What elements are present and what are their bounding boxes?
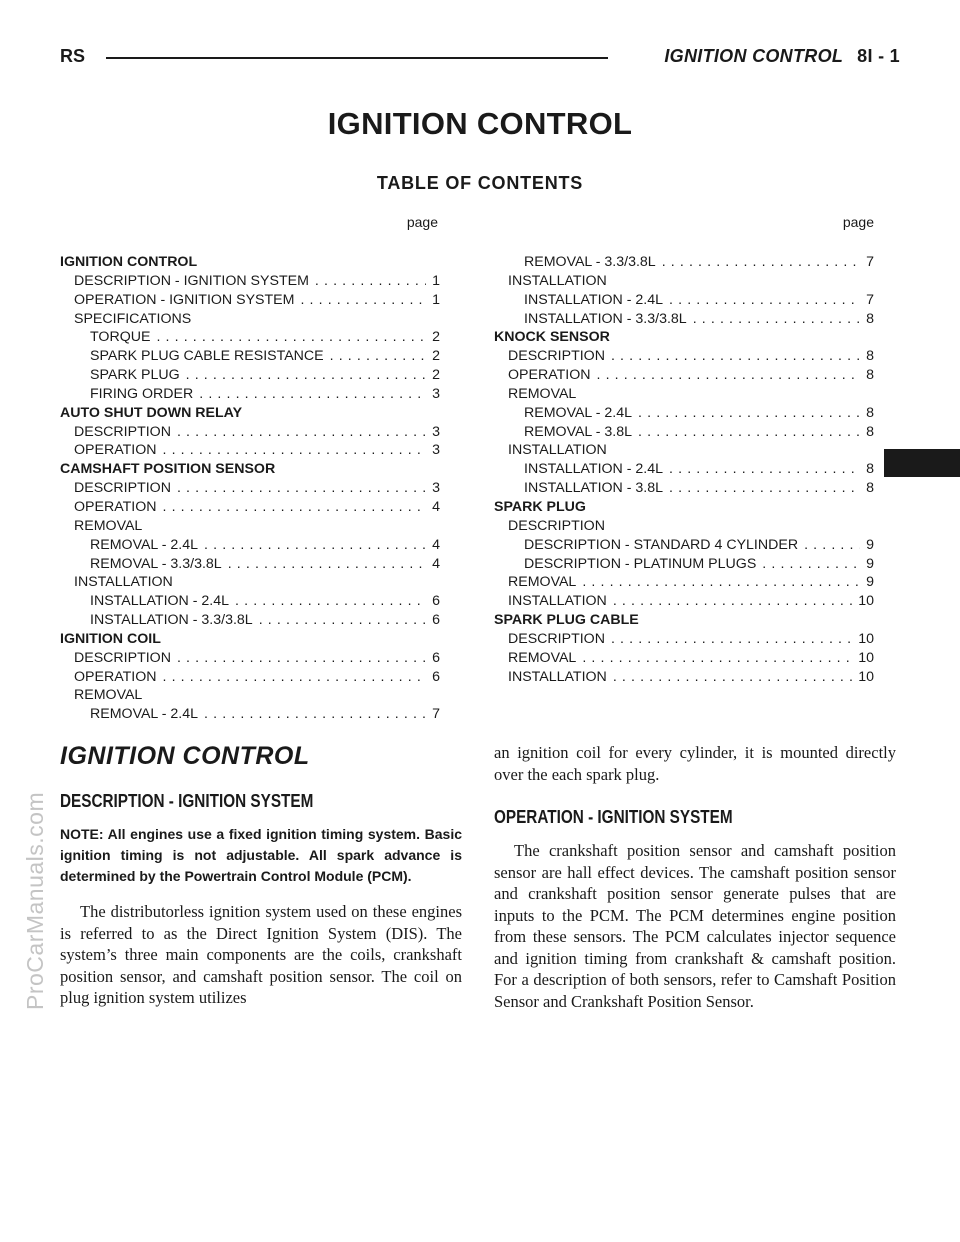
toc-entry-title: SPARK PLUG CABLE: [494, 612, 639, 629]
toc-entry[interactable]: [60, 630, 440, 649]
toc-entry-title: SPARK PLUG: [90, 367, 180, 384]
toc-entry-page: 6: [432, 668, 440, 685]
toc-entry-title: DESCRIPTION: [74, 649, 171, 666]
toc-entry[interactable]: [494, 536, 874, 555]
toc-dot-leader: [693, 310, 860, 329]
toc-entry-page: 2: [432, 367, 440, 384]
toc-entry-title: SPECIFICATIONS: [74, 310, 192, 327]
toc-entry[interactable]: [60, 555, 440, 574]
toc-dot-leader: [235, 592, 426, 611]
toc-dot-leader: [228, 555, 426, 574]
toc-entry-title: SPARK PLUG: [494, 498, 586, 515]
toc-entry-page: 8: [866, 480, 874, 497]
description-paragraph: The distributorless ignition system used on these engines is referred to as the Direct Ignition System (DIS). The system’s three main components are the coils, crankshaft position sensor, and camshaft position sensor. The coil on plug ignition system utilizes: [60, 902, 462, 1007]
toc-entry[interactable]: [60, 668, 440, 687]
toc-entry-title: TORQUE: [90, 329, 151, 346]
toc-dot-leader: [669, 479, 860, 498]
toc-dot-leader: [315, 272, 426, 291]
description-heading: DESCRIPTION - IGNITION SYSTEM: [60, 791, 314, 811]
toc-dot-leader: [638, 404, 860, 423]
toc-dot-leader: [163, 498, 427, 517]
toc-entry-page: 6: [432, 593, 440, 610]
toc-entry-title: INSTALLATION: [508, 593, 607, 610]
toc-entry-page: 2: [432, 329, 440, 346]
toc-dot-leader: [613, 668, 852, 687]
toc-entry[interactable]: [494, 366, 874, 385]
toc-entry[interactable]: [494, 630, 874, 649]
toc-dot-leader: [199, 385, 426, 404]
toc-entry[interactable]: [494, 272, 874, 291]
toc-entry[interactable]: [60, 705, 440, 724]
toc-entry[interactable]: [494, 441, 874, 460]
toc-entry[interactable]: [494, 423, 874, 442]
operation-heading: OPERATION - IGNITION SYSTEM: [494, 807, 733, 827]
toc-dot-leader: [638, 423, 860, 442]
toc-entry-title: DESCRIPTION - IGNITION SYSTEM: [74, 272, 309, 289]
header-section-title: IGNITION CONTROL: [664, 46, 844, 66]
toc-entry[interactable]: [494, 460, 874, 479]
toc-entry-title: INSTALLATION - 2.4L: [524, 461, 664, 478]
toc-entry-page: 10: [858, 630, 874, 647]
toc-entry[interactable]: [494, 649, 874, 668]
toc-entry-title: INSTALLATION - 2.4L: [524, 291, 664, 308]
toc-entry[interactable]: [494, 555, 874, 574]
toc-entry-page: 6: [432, 612, 440, 629]
toc-entry-title: REMOVAL: [508, 385, 577, 402]
toc-entry[interactable]: [494, 479, 874, 498]
toc-entry-title: REMOVAL: [74, 517, 143, 534]
toc-entry-title: FIRING ORDER: [90, 385, 194, 402]
toc-entry-title: INSTALLATION: [74, 574, 173, 591]
toc-entry-title: INSTALLATION - 2.4L: [90, 593, 230, 610]
toc-entry-page: 4: [432, 498, 440, 515]
toc-entry-page: 8: [866, 404, 874, 421]
description-paragraph-continued: an ignition coil for every cylinder, it is mounted directly over the each spark plug.: [494, 743, 896, 784]
section-heading: IGNITION CONTROL: [60, 742, 310, 770]
toc-entry-title: KNOCK SENSOR: [494, 329, 610, 346]
toc-entry-title: REMOVAL - 2.4L: [524, 404, 633, 421]
toc-entry[interactable]: [494, 310, 874, 329]
toc-entry[interactable]: [60, 611, 440, 630]
toc-column-right: [494, 253, 874, 686]
toc-entry[interactable]: [494, 404, 874, 423]
toc-entry[interactable]: [60, 573, 440, 592]
toc-entry-page: 4: [432, 555, 440, 572]
toc-entry[interactable]: [494, 328, 874, 347]
page-title: IGNITION CONTROL: [327, 106, 633, 141]
toc-entry[interactable]: [494, 573, 874, 592]
toc-entry[interactable]: [60, 517, 440, 536]
toc-entry-page: 6: [432, 649, 440, 666]
toc-entry-title: OPERATION: [508, 367, 591, 384]
toc-entry-page: 10: [858, 668, 874, 685]
toc-entry-title: AUTO SHUT DOWN RELAY: [60, 404, 243, 421]
toc-entry-page: 8: [866, 423, 874, 440]
toc-entry[interactable]: [60, 441, 440, 460]
toc-entry-title: OPERATION: [74, 668, 157, 685]
toc-entry[interactable]: [60, 479, 440, 498]
toc-entry-page: 9: [866, 574, 874, 591]
toc-entry-page: 1: [432, 291, 440, 308]
toc-entry[interactable]: [60, 536, 440, 555]
toc-entry[interactable]: [494, 668, 874, 687]
toc-entry-title: REMOVAL - 2.4L: [90, 706, 199, 723]
toc-entry-page: 7: [866, 291, 874, 308]
toc-entry-title: OPERATION - IGNITION SYSTEM: [74, 291, 295, 308]
toc-entry-title: REMOVAL - 2.4L: [90, 536, 199, 553]
toc-entry[interactable]: [60, 366, 440, 385]
toc-dot-leader: [204, 705, 426, 724]
toc-entry-title: INSTALLATION: [508, 668, 607, 685]
toc-entry[interactable]: [60, 310, 440, 329]
toc-entry-page: 7: [866, 254, 874, 270]
toc-entry-title: DESCRIPTION: [508, 630, 605, 647]
toc-entry[interactable]: [494, 592, 874, 611]
toc-dot-leader: [804, 536, 860, 555]
toc-page-label-left: page: [406, 214, 438, 230]
toc-dot-leader: [582, 649, 852, 668]
operation-paragraph: The crankshaft position sensor and camshaft position sensor are hall effect devices. The camshaft position sensor and crankshaft position sensor generate pulses that are inputs to the PCM. The PCM determines engine position from these sensors. The PCM calculates injector sequence and ignition timing from crankshaft & camshaft position. For a description of both sensors, refer to Camshaft Position Sensor and Crankshaft Position Sensor.: [494, 841, 896, 1011]
toc-entry-title: INSTALLATION - 3.3/3.8L: [90, 612, 253, 629]
toc-entry-page: 3: [432, 423, 440, 440]
toc-dot-leader: [330, 347, 426, 366]
toc-entry-title: OPERATION: [74, 442, 157, 459]
toc-dot-leader: [177, 479, 426, 498]
toc-entry[interactable]: [494, 611, 874, 630]
toc-entry-title: REMOVAL: [508, 574, 577, 591]
toc-dot-leader: [662, 253, 860, 272]
toc-entry[interactable]: [494, 291, 874, 310]
toc-entry[interactable]: [494, 498, 874, 517]
toc-entry-page: 4: [432, 536, 440, 553]
watermark: ProCarManuals.com: [22, 791, 48, 1010]
toc-entry-page: 3: [432, 442, 440, 459]
toc-entry[interactable]: [60, 649, 440, 668]
toc-entry-title: REMOVAL - 3.3/3.8L: [90, 555, 222, 572]
toc-dot-leader: [259, 611, 426, 630]
toc-dot-leader: [186, 366, 426, 385]
toc-entry-page: 10: [858, 649, 874, 666]
toc-entry-page: 3: [432, 385, 440, 402]
note-paragraph: NOTE: All engines use a fixed ignition timing system. Basic ignition timing is not adjustable. All spark advance is determined by the Powertrain Control Module (PCM).: [60, 826, 462, 884]
toc-entry[interactable]: [60, 272, 440, 291]
toc-dot-leader: [597, 366, 861, 385]
toc-entry-title: IGNITION COIL: [60, 630, 161, 647]
toc-dot-leader: [669, 291, 860, 310]
toc-page-label-right: page: [842, 214, 874, 230]
toc-entry[interactable]: [494, 253, 874, 272]
toc-dot-leader: [611, 630, 852, 649]
toc-entry-page: 7: [432, 706, 440, 723]
toc-dot-leader: [762, 555, 860, 574]
toc-entry[interactable]: [60, 460, 440, 479]
toc-entry-page: 1: [432, 272, 440, 289]
toc-entry[interactable]: [494, 347, 874, 366]
toc-entry-title: DESCRIPTION: [508, 517, 605, 534]
toc-dot-leader: [300, 291, 426, 310]
toc-entry-page: 8: [866, 367, 874, 384]
toc-entry[interactable]: [494, 385, 874, 404]
toc-dot-leader: [177, 423, 426, 442]
toc-entry-page: 8: [866, 461, 874, 478]
toc-entry-title: INSTALLATION: [508, 442, 607, 459]
toc-entry[interactable]: [60, 347, 440, 366]
toc-dot-leader: [613, 592, 852, 611]
toc-entry[interactable]: [60, 423, 440, 442]
body-column-left: [60, 742, 462, 1009]
toc-entry[interactable]: [60, 385, 440, 404]
toc-entry-title: OPERATION: [74, 498, 157, 515]
toc-entry-title: REMOVAL: [74, 687, 143, 704]
toc-entry[interactable]: [60, 686, 440, 705]
toc-entry[interactable]: [60, 404, 440, 423]
toc-dot-leader: [156, 328, 426, 347]
toc-dot-leader: [204, 536, 426, 555]
toc-entry-title: REMOVAL - 3.3/3.8L: [524, 254, 656, 270]
toc-entry-title: INSTALLATION - 3.3/3.8L: [524, 310, 687, 327]
toc-column-left: [60, 253, 440, 724]
toc-entry-page: 9: [866, 536, 874, 553]
toc-entry-title: REMOVAL: [508, 649, 577, 666]
toc-entry-page: 10: [858, 593, 874, 610]
toc-dot-leader: [163, 668, 427, 687]
toc-dot-leader: [177, 649, 426, 668]
toc-entry-title: REMOVAL - 3.8L: [524, 423, 633, 440]
toc-entry-page: 8: [866, 310, 874, 327]
toc-entry[interactable]: [494, 517, 874, 536]
toc-entry-title: CAMSHAFT POSITION SENSOR: [60, 461, 276, 478]
toc-entry-page: 9: [866, 555, 874, 572]
header-manual-code: RS: [60, 46, 86, 66]
header-page-number: 8I - 1: [857, 46, 900, 66]
toc-entry-title: DESCRIPTION: [74, 423, 171, 440]
toc-entry-title: INSTALLATION - 3.8L: [524, 480, 664, 497]
toc-dot-leader: [611, 347, 860, 366]
toc-entry-title: DESCRIPTION - PLATINUM PLUGS: [524, 555, 757, 572]
toc-entry-title: INSTALLATION: [508, 272, 607, 289]
toc-entry-title: DESCRIPTION: [74, 480, 171, 497]
toc-entry[interactable]: [60, 328, 440, 347]
toc-entry-page: 3: [432, 480, 440, 497]
body-column-right: [494, 742, 896, 1012]
toc-entry-title: IGNITION CONTROL: [60, 254, 198, 270]
toc-dot-leader: [163, 441, 427, 460]
toc-entry[interactable]: [60, 253, 440, 272]
toc-entry-page: 8: [866, 348, 874, 365]
toc-entry[interactable]: [60, 498, 440, 517]
toc-entry-page: 2: [432, 348, 440, 365]
running-header: [60, 46, 900, 68]
toc-entry-title: SPARK PLUG CABLE RESISTANCE: [90, 348, 324, 365]
toc-entry[interactable]: [60, 291, 440, 310]
toc-entry-title: DESCRIPTION: [508, 348, 605, 365]
toc-dot-leader: [582, 573, 860, 592]
toc-title: TABLE OF CONTENTS: [376, 173, 584, 193]
header-section: [664, 46, 900, 67]
toc-dot-leader: [669, 460, 860, 479]
section-tab-marker: [884, 449, 960, 477]
toc-entry-title: DESCRIPTION - STANDARD 4 CYLINDER: [524, 536, 799, 553]
header-rule: [106, 57, 608, 59]
toc-entry[interactable]: [60, 592, 440, 611]
